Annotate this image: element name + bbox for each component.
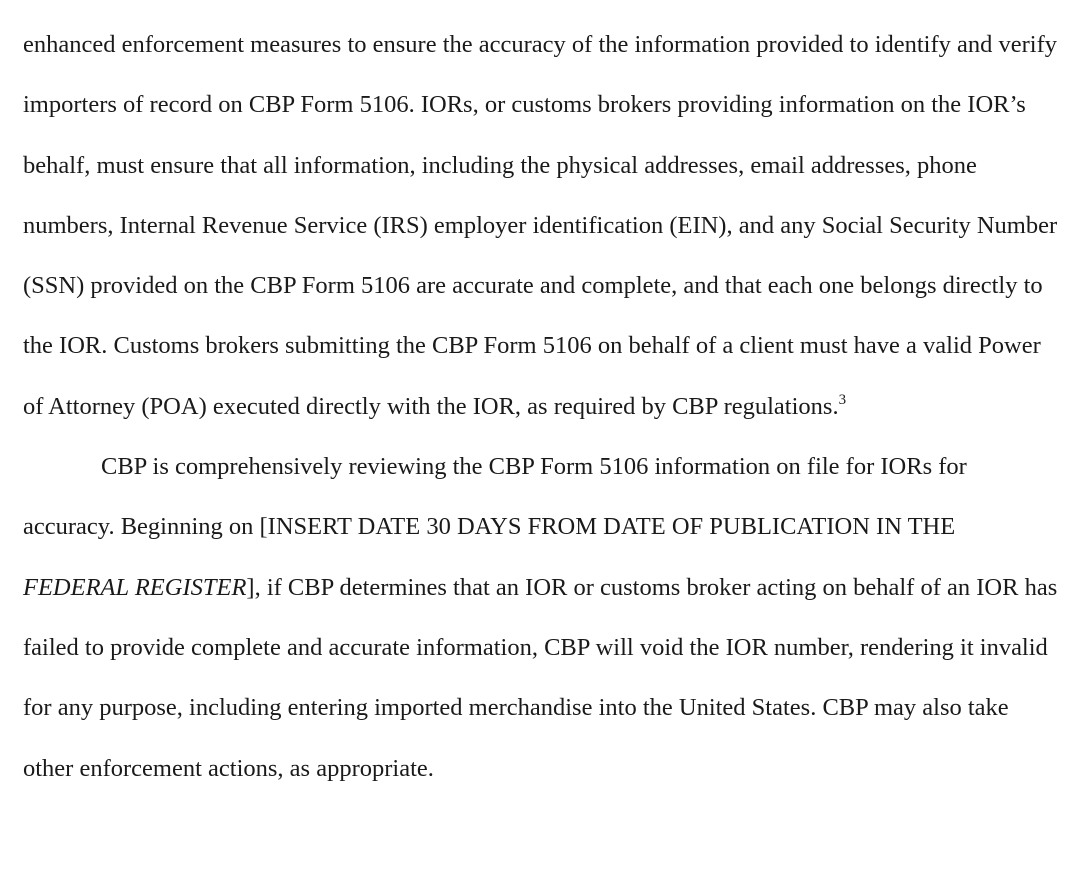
federal-register-italic: FEDERAL REGISTER	[23, 573, 247, 601]
footnote-reference: 3	[838, 391, 847, 408]
paragraph-cbp-review	[23, 437, 1060, 799]
paragraph-text-before: CBP is comprehensively reviewing the CBP Form 5106 information on file for IORs for accuracy. Beginning on [INSERT DATE 30 DAYS FROM DATE OF PUBLICATION IN THE	[23, 453, 967, 541]
paragraph-text-after: ], if CBP determines that an IOR or customs broker acting on behalf of an IOR has failed to provide complete and accurate information, CBP will void the IOR number, rendering it invalid for any purpose, including entering imported merchandise into the United States. CBP may also take other enforcement actions, as appropriate.	[23, 573, 1058, 782]
paragraph-text: enhanced enforcement measures to ensure the accuracy of the information provided to identify and verify importers of record on CBP Form 5106. IORs, or customs brokers providing information on the IOR’s behalf, must ensure that all information, including the physical addresses, email addresses, phone numbers, Internal Revenue Service (IRS) employer identification (EIN), and any Social Security Number (SSN) provided on the CBP Form 5106 are accurate and complete, and that each one belongs directly to the IOR. Customs brokers submitting the CBP Form 5106 on behalf of a client must have a valid Power of Attorney (POA) executed directly with the IOR, as required by CBP regulations.	[23, 31, 1058, 420]
paragraph-enforcement-measures	[23, 15, 1060, 437]
